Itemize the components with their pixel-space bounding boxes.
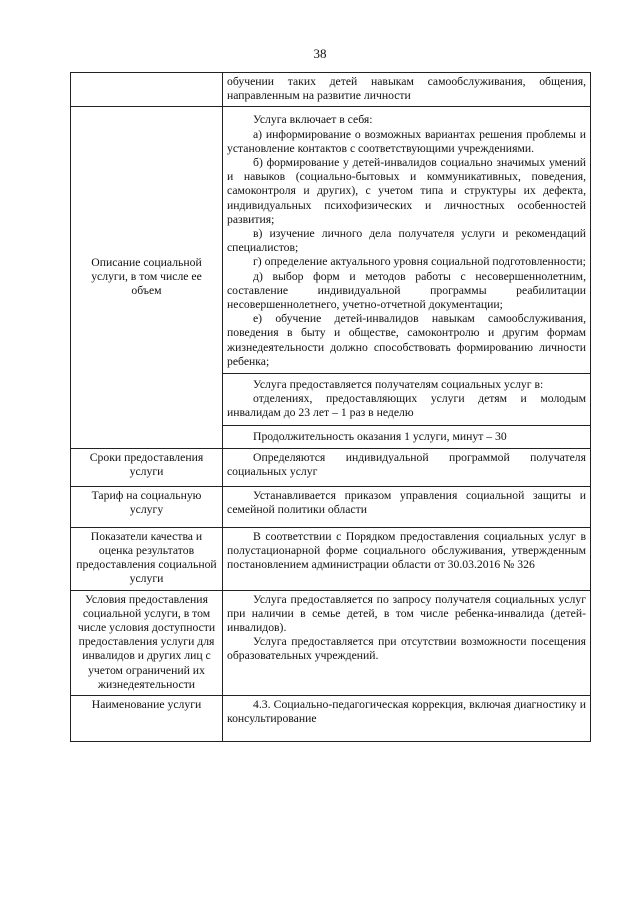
- description-item-c: в) изучение личного дела получателя услуги и рекомендаций специалистов;: [227, 227, 586, 255]
- table-row-description: [71, 107, 591, 448]
- description-provided-to: Услуга предоставляется получателям социальных услуг в:: [253, 378, 544, 392]
- table-row-quality: [71, 527, 591, 590]
- table-row-tariff: [71, 487, 591, 527]
- description-item-f: е) обучение детей-инвалидов навыкам самообслуживания, поведения в быту и обществе, самоконтролю и другим формам жизнедеятельности должно способствовать формированию личности ребенка;: [227, 312, 586, 368]
- description-item-d: г) определение актуального уровня социальной подготовленности;: [253, 255, 586, 269]
- description-intro: Услуга включает в себя:: [253, 113, 373, 127]
- description-item-b: б) формирование у детей-инвалидов социально значимых умений и навыков (социально-бытовых и коммуникативных, поведения, самоконтроля и других), с учетом типа и структуры их дефекта, индивидуальных психофизических и личностных особенностей развития;: [227, 156, 586, 226]
- description-provided-detail: отделениях, предоставляющих услуги детям и молодым инвалидам до 23 лет – 1 раз в неделю: [227, 392, 586, 420]
- name-text: 4.3. Социально-педагогическая коррекция, включая диагностику и консультирование: [227, 697, 586, 726]
- table-row-name: [71, 695, 591, 741]
- row-label-conditions: Условия предоставления социальной услуги, в том числе условия доступности предоставления услуги для инвалидов и других лиц с учетом ограничений их жизнедеятельности: [71, 590, 223, 695]
- table-row-continuation: [71, 73, 591, 107]
- row-content-description: [223, 107, 591, 448]
- description-duration-section: [223, 425, 590, 445]
- row-label-quality: Показатели качества и оценка результатов предоставления социальной услуги: [71, 527, 223, 590]
- description-item-e: д) выбор форм и методов работы с несовершеннолетним, составление индивидуальной программы реабилитации несовершеннолетнего, учетно-отчетной документации;: [227, 269, 586, 312]
- description-duration: Продолжительность оказания 1 услуги, минут – 30: [253, 429, 507, 443]
- row-content-conditions: [223, 590, 591, 695]
- service-table: [70, 72, 591, 742]
- page-number: 38: [313, 46, 327, 61]
- row-label-tariff: Тариф на социальную услугу: [71, 487, 223, 527]
- row-content-quality: [223, 527, 591, 590]
- conditions-text-2: Услуга предоставляется при отсутствии возможности посещения образовательных учреждений.: [227, 635, 586, 663]
- row-content-terms: [223, 448, 591, 486]
- conditions-text-1: Услуга предоставляется по запросу получателя социальных услуг при наличии в семье детей, в том числе ребенка-инвалида (детей-инвалидов).: [227, 592, 586, 634]
- row-label-name: Наименование услуги: [71, 695, 223, 741]
- terms-text: Определяются индивидуальной программой получателя социальных услуг: [227, 450, 586, 479]
- row-content-name: [223, 695, 591, 741]
- description-provided-section: [223, 373, 590, 421]
- tariff-text: Устанавливается приказом управления социальной защиты и семейной политики области: [227, 489, 586, 517]
- continuation-text: обучении таких детей навыкам самообслуживания, общения, направленным на развитие личности: [227, 75, 586, 103]
- table-row-conditions: [71, 590, 591, 695]
- quality-text: В соответствии с Порядком предоставления социальных услуг в полустационарной форме социального обслуживания, утвержденным постановлением администрации области от 30.03.2016 № 326: [227, 529, 586, 572]
- row-label-description: Описание социальной услуги, в том числе ее объем: [71, 107, 223, 448]
- table-row-terms: [71, 448, 591, 486]
- row-label-continuation: [71, 73, 223, 107]
- row-content-continuation: [223, 73, 591, 107]
- description-item-a: а) информирование о возможных вариантах решения проблемы и установление контактов с соответствующими учреждениями.: [227, 127, 586, 155]
- row-label-terms: Сроки предоставления услуги: [71, 448, 223, 486]
- row-content-tariff: [223, 487, 591, 527]
